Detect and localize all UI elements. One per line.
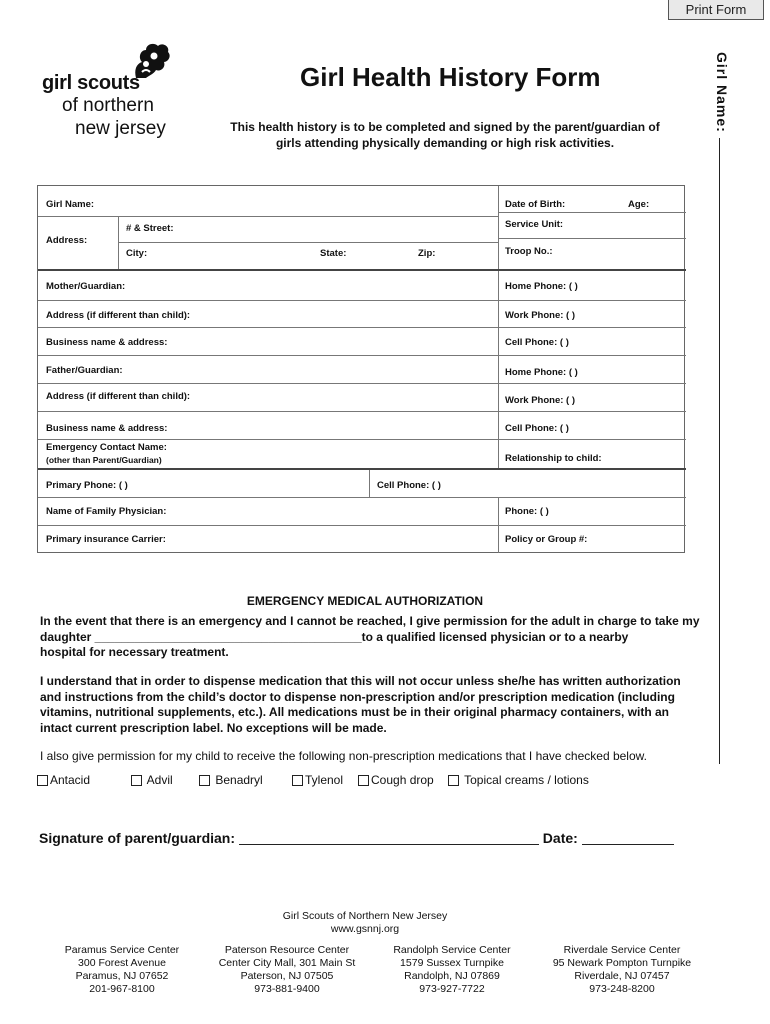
father-label: Father/Guardian: bbox=[46, 365, 123, 376]
street-label: # & Street: bbox=[126, 223, 174, 234]
med-benadryl[interactable] bbox=[199, 773, 263, 787]
auth-p1-line-2: daughter ________________________________________to a qualified licensed physician or to a nearby bbox=[40, 629, 629, 644]
cell-phone-3-label: Cell Phone: ( ) bbox=[377, 480, 441, 491]
logo-text-girl-scouts: girl scouts bbox=[42, 72, 140, 94]
service-unit-label: Service Unit: bbox=[505, 219, 564, 230]
work-phone-2-label: Work Phone: ( ) bbox=[505, 395, 576, 406]
divider bbox=[38, 383, 686, 384]
girl-name-label: Girl Name: bbox=[46, 199, 95, 210]
auth-p2-line-3: vitamins, nutritional supplements, etc.). All medications must be in their original pharmacy containers, with an bbox=[40, 705, 670, 719]
center-street: Center City Mall, 301 Main St bbox=[218, 957, 356, 969]
center-phone: 973-248-8200 bbox=[589, 983, 655, 995]
physician-phone-label: Phone: ( ) bbox=[505, 506, 549, 517]
signature-row bbox=[39, 830, 674, 846]
med-cough-drop[interactable] bbox=[358, 773, 434, 787]
auth-paragraph-2 bbox=[40, 674, 720, 736]
address-diff-2-label: Address (if different than child): bbox=[46, 391, 191, 402]
med-antacid[interactable] bbox=[37, 773, 90, 787]
med-advil[interactable] bbox=[131, 773, 173, 787]
footer-org bbox=[0, 910, 730, 936]
subtitle-line-2: girls attending physically demanding or high risk activities. bbox=[275, 136, 615, 150]
cell-phone-2-label: Cell Phone: ( ) bbox=[505, 423, 569, 434]
footer-center-riverdale bbox=[540, 944, 704, 996]
signature-label: Signature of parent/guardian: bbox=[39, 830, 236, 846]
state-label: State: bbox=[320, 248, 347, 259]
cell-phone-1-label: Cell Phone: ( ) bbox=[505, 337, 569, 348]
age-label: Age: bbox=[628, 199, 650, 210]
footer-org-name: Girl Scouts of Northern New Jersey bbox=[282, 910, 448, 922]
vertical-girl-name-label: Girl Name: bbox=[714, 52, 730, 133]
relationship-label: Relationship to child: bbox=[505, 453, 602, 464]
girl-info-table bbox=[37, 185, 685, 553]
page-title: Girl Health History Form bbox=[300, 62, 601, 92]
divider bbox=[38, 269, 686, 271]
auth-paragraph-1 bbox=[40, 614, 720, 661]
center-street: 300 Forest Avenue bbox=[78, 957, 166, 969]
center-phone: 973-927-7722 bbox=[419, 983, 485, 995]
footer-center-paterson bbox=[206, 944, 368, 996]
auth-p2-line-4: intact current prescription label. No exceptions will be made. bbox=[40, 720, 387, 735]
address-diff-1-label: Address (if different than child): bbox=[46, 310, 191, 321]
auth-title: EMERGENCY MEDICAL AUTHORIZATION bbox=[246, 594, 484, 608]
med-advil-label: Advil bbox=[146, 773, 173, 787]
checkbox-tylenol[interactable] bbox=[292, 775, 303, 786]
subtitle bbox=[205, 119, 685, 151]
center-street: 95 Newark Pompton Turnpike bbox=[552, 957, 692, 969]
divider bbox=[38, 525, 686, 526]
insurance-label: Primary insurance Carrier: bbox=[46, 534, 166, 545]
home-phone-2-label: Home Phone: ( ) bbox=[505, 367, 578, 378]
home-phone-1-label: Home Phone: ( ) bbox=[505, 281, 578, 292]
center-city: Paterson, NJ 07505 bbox=[240, 970, 334, 982]
primary-phone-label: Primary Phone: ( ) bbox=[46, 480, 128, 491]
checkbox-antacid[interactable] bbox=[37, 775, 48, 786]
checkbox-topical[interactable] bbox=[448, 775, 459, 786]
divider bbox=[118, 216, 119, 270]
med-antacid-label: Antacid bbox=[50, 773, 91, 787]
auth-p1-line-1: In the event that there is an emergency and I cannot be reached, I give permission for the adult in charge to take my bbox=[40, 614, 700, 628]
date-line[interactable] bbox=[582, 844, 674, 845]
dob-label: Date of Birth: bbox=[505, 199, 566, 210]
zip-label: Zip: bbox=[418, 248, 436, 259]
work-phone-1-label: Work Phone: ( ) bbox=[505, 310, 576, 321]
center-name: Riverdale Service Center bbox=[563, 944, 681, 956]
logo-text-new-jersey: new jersey bbox=[75, 118, 166, 139]
center-phone: 201-967-8100 bbox=[89, 983, 155, 995]
city-label: City: bbox=[126, 248, 148, 259]
divider bbox=[498, 186, 499, 270]
center-name: Paterson Resource Center bbox=[224, 944, 350, 956]
emergency-contact-sub-label: (other than Parent/Guardian) bbox=[46, 455, 162, 465]
center-phone: 973-881-9400 bbox=[254, 983, 320, 995]
divider bbox=[498, 212, 686, 213]
footer-center-randolph bbox=[380, 944, 524, 996]
vertical-name-line[interactable] bbox=[719, 138, 720, 764]
divider bbox=[38, 300, 686, 301]
checkbox-benadryl[interactable] bbox=[199, 775, 210, 786]
vertical-girl-name bbox=[706, 52, 730, 172]
divider bbox=[118, 242, 498, 243]
med-benadryl-label: Benadryl bbox=[215, 773, 263, 787]
center-city: Randolph, NJ 07869 bbox=[404, 970, 500, 982]
med-cough-drop-label: Cough drop bbox=[371, 773, 434, 787]
center-name: Randolph Service Center bbox=[393, 944, 511, 956]
center-street: 1579 Sussex Turnpike bbox=[400, 957, 504, 969]
policy-label: Policy or Group #: bbox=[505, 534, 588, 545]
troop-label: Troop No.: bbox=[505, 246, 553, 257]
checkbox-cough-drop[interactable] bbox=[358, 775, 369, 786]
address-label: Address: bbox=[46, 235, 88, 246]
footer-center-paramus bbox=[52, 944, 192, 996]
divider bbox=[369, 468, 370, 497]
logo-text-of-northern: of northern bbox=[62, 95, 154, 116]
business-1-label: Business name & address: bbox=[46, 337, 168, 348]
checkbox-advil[interactable] bbox=[131, 775, 142, 786]
divider bbox=[38, 497, 686, 498]
divider bbox=[38, 411, 686, 412]
center-city: Paramus, NJ 07652 bbox=[75, 970, 169, 982]
business-2-label: Business name & address: bbox=[46, 423, 168, 434]
divider bbox=[38, 439, 686, 440]
divider bbox=[38, 468, 686, 470]
center-city: Riverdale, NJ 07457 bbox=[574, 970, 670, 982]
signature-line[interactable] bbox=[239, 844, 539, 845]
emergency-contact-label: Emergency Contact Name: bbox=[46, 442, 167, 453]
auth-p2-line-2: and instructions from the child’s doctor to dispense non-prescription and/or prescription medication (including bbox=[40, 689, 675, 704]
med-tylenol[interactable] bbox=[292, 773, 343, 787]
med-topical-label: Topical creams / lotions bbox=[464, 773, 589, 787]
divider bbox=[38, 355, 686, 356]
physician-label: Name of Family Physician: bbox=[46, 506, 167, 517]
divider bbox=[38, 327, 686, 328]
date-label: Date: bbox=[542, 830, 578, 846]
divider bbox=[38, 216, 498, 217]
med-topical[interactable] bbox=[448, 773, 589, 787]
med-tylenol-label: Tylenol bbox=[305, 773, 344, 787]
mother-label: Mother/Guardian: bbox=[46, 281, 126, 292]
auth-p2-line-1: I understand that in order to dispense medication that this will not occur unless she/he has written authorization bbox=[40, 674, 681, 688]
subtitle-line-1: This health history is to be completed and signed by the parent/guardian of bbox=[230, 120, 660, 134]
auth-paragraph-3: I also give permission for my child to receive the following non-prescription medications that I have checked below. bbox=[40, 749, 647, 763]
divider bbox=[498, 238, 686, 239]
auth-p1-line-3: hospital for necessary treatment. bbox=[40, 645, 229, 659]
footer-website: www.gsnnj.org bbox=[330, 923, 400, 935]
print-form-button[interactable]: Print Form bbox=[668, 0, 764, 20]
center-name: Paramus Service Center bbox=[64, 944, 180, 956]
